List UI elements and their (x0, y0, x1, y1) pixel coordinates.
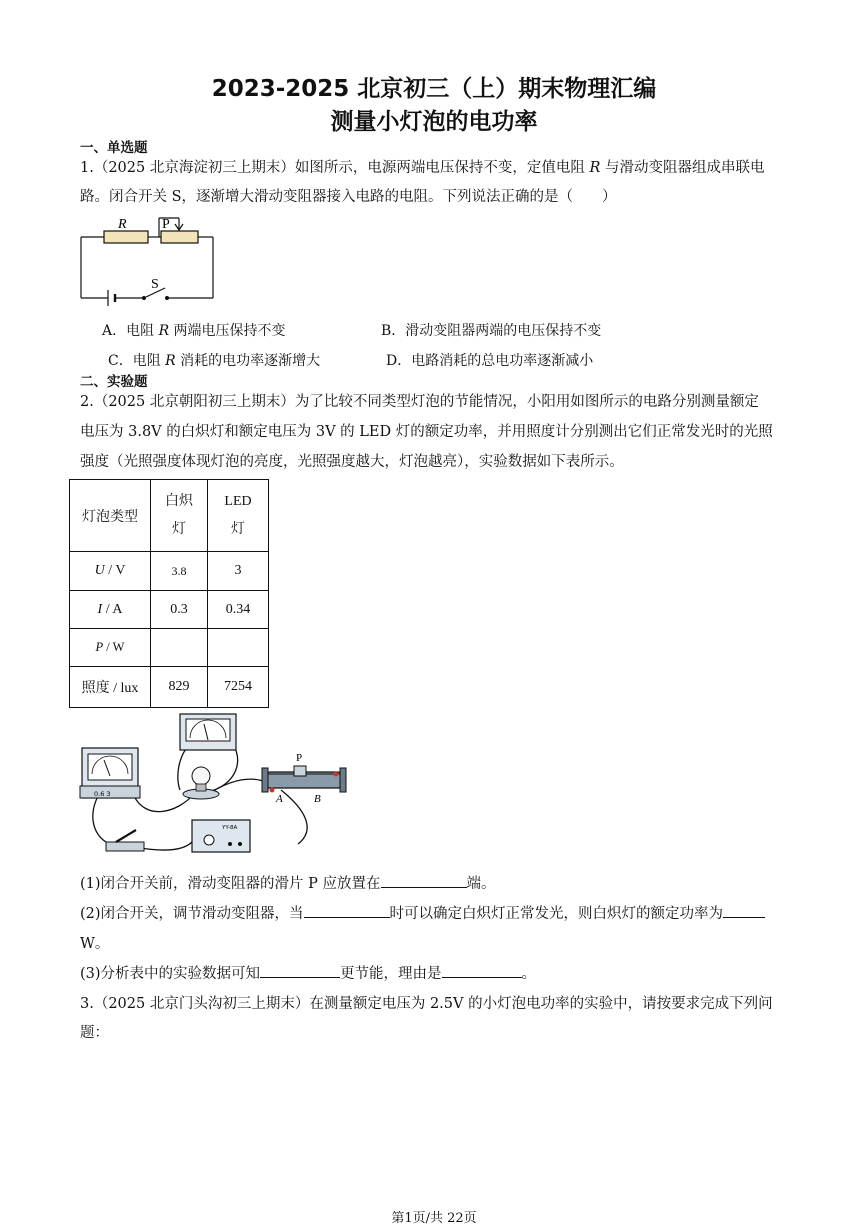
power-supply-icon (192, 820, 250, 852)
table-row (70, 552, 269, 591)
rheostat-slider-label: P (296, 752, 303, 764)
q2-line3: 强度（光照强度体现灯泡的亮度，光照强度越大，灯泡越亮），实验数据如下表所示。 (80, 454, 624, 470)
table-header-lamp-type: 灯泡类型 (70, 480, 151, 552)
section-single-choice: 一、单选题 (80, 140, 148, 156)
q1-option-a[interactable]: A．电阻 R 两端电压保持不变 (102, 323, 286, 339)
table-cell: 3.8 (151, 552, 208, 591)
q2-sub2-unit: W。 (80, 936, 110, 952)
q1-option-c[interactable]: C．电阻 R 消耗的电功率逐渐增大 (108, 353, 321, 369)
meter-scale-label: 0.6 3 (94, 790, 111, 798)
page-footer: 第1页/共 22页 (391, 1211, 477, 1226)
table-cell: 3 (208, 552, 269, 591)
q3-line2: 题： (80, 1025, 109, 1041)
table-header-incandescent: 白炽 灯 (151, 480, 208, 552)
q3-line1: 3.（2025 北京门头沟初三上期末）在测量额定电压为 2.5V 的小灯泡电功率的实验中，请按要求完成下列问 (80, 996, 773, 1012)
table-cell: 7254 (208, 667, 269, 708)
doc-subtitle: 测量小灯泡的电功率 (330, 109, 538, 135)
q1-option-d[interactable]: D．电路消耗的总电功率逐渐减小 (386, 353, 594, 369)
q2-data-table (69, 479, 269, 708)
q2-sub3: (3)分析表中的实验数据可知 更节能，理由是 。 (80, 962, 536, 983)
table-cell-label: U / V (70, 552, 151, 591)
switch-icon (106, 830, 144, 851)
q1-circuit-diagram (75, 212, 220, 307)
table-cell: 0.34 (208, 591, 269, 629)
rheostat-terminal-b: B (314, 793, 321, 805)
table-cell: 829 (151, 667, 208, 708)
answer-blank-2[interactable] (304, 903, 390, 918)
answer-blank-3[interactable] (723, 903, 765, 918)
resistor-label: R (118, 217, 127, 232)
q1-option-b[interactable]: B．滑动变阻器两端的电压保持不变 (381, 323, 602, 339)
section-experiment: 二、实验题 (80, 374, 148, 390)
q2-sub2: (2)闭合开关，调节滑动变阻器，当 时可以确定白炽灯正常发光，则白炽灯的额定功率为 (80, 902, 765, 923)
answer-blank-4[interactable] (260, 963, 340, 978)
doc-title: 2023-2025 北京初三（上）期末物理汇编 (211, 76, 657, 102)
q2-line1: 2.（2025 北京朝阳初三上期末）为了比较不同类型灯泡的节能情况，小阳用如图所示的电路分别测量额定 (80, 394, 759, 410)
q1-line2: 路。闭合开关 S，逐渐增大滑动变阻器接入电路的电阻。下列说法正确的是（ ） (80, 189, 617, 205)
q2-line2: 电压为 3.8V 的白炽灯和额定电压为 3V 的 LED 灯的额定功率，并用照度计分别测出它们正常发光时的光照 (80, 424, 773, 440)
rheostat-terminal-a: A (276, 793, 283, 805)
rheostat-icon (262, 752, 346, 805)
table-row (70, 629, 269, 667)
table-header-led: LED 灯 (208, 480, 269, 552)
ammeter-icon (80, 748, 140, 798)
answer-blank-1[interactable] (381, 873, 467, 888)
table-cell: 0.3 (151, 591, 208, 629)
light-bulb-icon (183, 767, 219, 799)
table-cell-label: I / A (70, 591, 151, 629)
table-cell-label: 照度 / lux (70, 667, 151, 708)
supply-model-label: YY-8A (222, 825, 238, 831)
answer-blank-5[interactable] (442, 963, 522, 978)
table-cell (208, 629, 269, 667)
voltmeter-icon (180, 714, 236, 750)
q1-line1: 1.（2025 北京海淀初三上期末）如图所示，电源两端电压保持不变，定值电阻 R 与滑动变阻器组成串联电 (80, 160, 765, 176)
table-row (70, 591, 269, 629)
table-row (70, 667, 269, 708)
table-cell-label: P / W (70, 629, 151, 667)
q2-apparatus-figure (76, 710, 356, 860)
q2-sub1: (1)闭合开关前，滑动变阻器的滑片 P 应放置在 端。 (80, 872, 496, 893)
slider-label: P (162, 217, 170, 232)
table-cell (151, 629, 208, 667)
switch-label: S (151, 277, 159, 292)
